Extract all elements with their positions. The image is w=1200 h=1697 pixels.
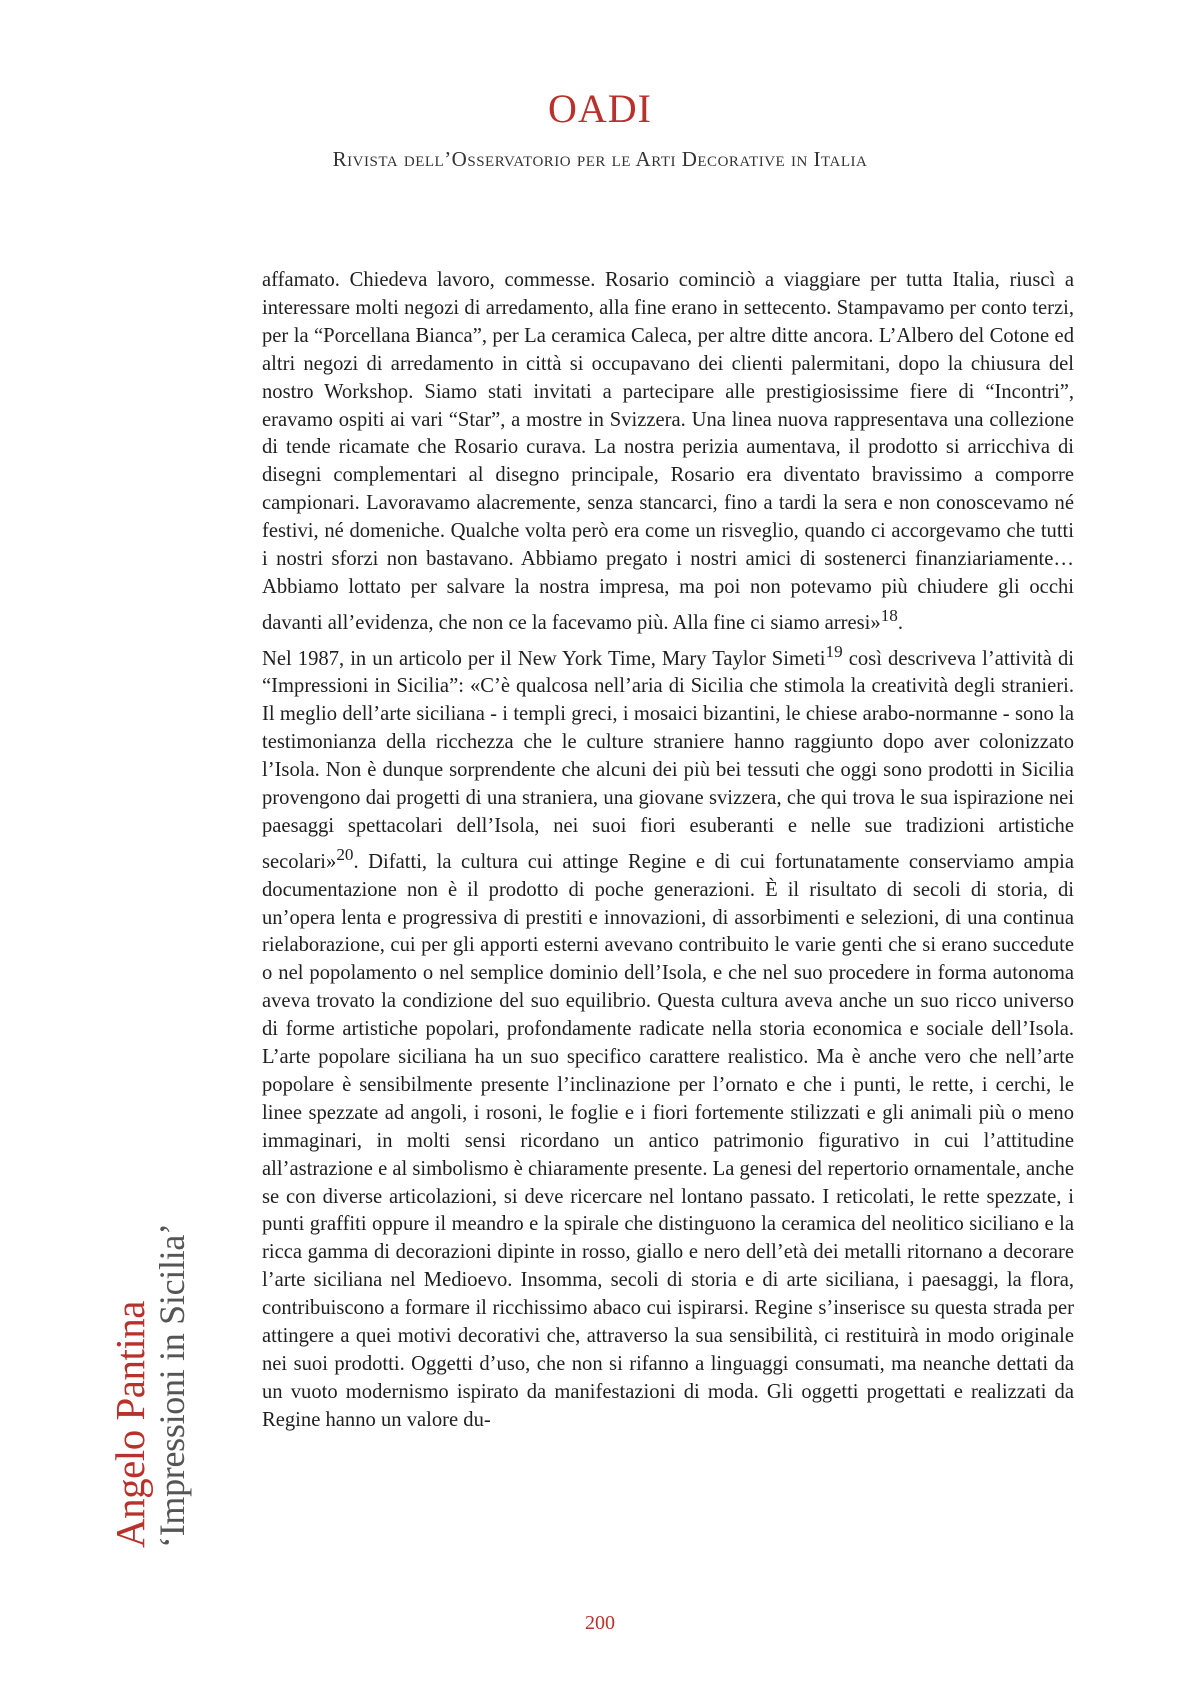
running-sidebar [108, 1128, 192, 1548]
footnote-ref-20[interactable]: 20 [336, 844, 354, 864]
paragraph-text: . [897, 611, 903, 634]
body-paragraph [262, 267, 1074, 638]
page-number: 200 [585, 1612, 615, 1634]
sidebar-article-title: ‘Impressioni in Sicilia’ [152, 1223, 192, 1548]
journal-subtitle: Rivista dell’Osservatorio per le Arti Decorative in Italia [332, 147, 868, 171]
footnote-ref-18[interactable]: 18 [880, 605, 898, 625]
body-paragraph [262, 638, 1074, 1435]
sidebar-author: Angelo Pantina [107, 1301, 153, 1548]
footnote-ref-19[interactable]: 19 [825, 641, 843, 661]
paragraph-text: . Difatti, la cultura cui attinge Regine e di cui fortunatamente conserviamo ampia documentazione non è il prodotto di poche generazioni. È il risultato di secoli di storia, di un’opera lenta e progressiva di prestiti e innovazioni, di assorbimenti e selezioni, di una continua rielaborazione, cui per gli apporti esterni avevano contribuito le varie genti che si erano succedute o nel popolamento o nel semplice dominio dell’Isola, e che nel suo procedere in forma autonoma aveva trovato la condizione del suo equilibrio. Questa cultura aveva anche un suo ricco universo di forme artistiche popolari, profondamente radicate nella storia economica e sociale dell’Isola. L’arte popolare siciliana ha un suo specifico carattere realistico. Ma è anche vero che nell’arte popolare è sensibilmente presente l’inclinazione per l’ornato e che i punti, le rette, i cerchi, le linee spezzate ad angoli, i rosoni, le foglie e i fiori fortemente stilizzati e gli animali più o meno immaginari, in molti sensi ricordano un antico patrimonio figurativo in cui l’attitudine all’astrazione e al simbolismo è chiaramente presente. La genesi del repertorio ornamentale, anche se con diverse articolazioni, si deve ricercare nel lontano passato. I reticolati, le rette spezzate, i punti graffiti oppure il meandro e la spirale che distinguono la ceramica del neolitico siciliano e la ricca gamma di decorazioni dipinte in rosso, giallo e nero dell’età dei metalli ritornano a decorare l’arte siciliana nel Medioevo. Insomma, secoli di storia e di arte siciliana, i paesaggi, la flora, contribuiscono a formare il ricchissimo abaco cui ispirarsi. Regine s’inserisce su questa strada per attingere a quei motivi decorativi che, attraverso la sua sensibilità, ci restituirà in modo originale nei suoi prodotti. Oggetti d’uso, che non si rifanno a linguaggi consumati, ma neanche dettati da un vuoto modernismo ispirato da manifestazioni di moda. Gli oggetti progettati e realizzati da Regine hanno un valore du- [262, 850, 1074, 1431]
journal-title: OADI [548, 86, 652, 131]
paragraph-text: affamato. Chiedeva lavoro, commesse. Rosario cominciò a viaggiare per tutta Italia, riuscì a interessare molti negozi di arredamento, alla fine erano in settecento. Stampavamo per conto terzi, per la “Porcellana Bianca”, per La ceramica Caleca, per altre ditte ancora. L’Albero del Cotone ed altri negozi di arredamento in città si occupavano dei clienti palermitani, dopo la chiusura del nostro Workshop. Siamo stati invitati a partecipare alle prestigiosissime fiere di “Incontri”, eravamo ospiti ai vari “Star”, a mostre in Svizzera. Una linea nuova rappresentava una collezione di tende ricamate che Rosario curava. La nostra perizia aumentava, il prodotto si arricchiva di disegni complementari al disegno principale, Rosario era diventato bravissimo a comporre campionari. Lavoravamo alacremente, senza stancarci, fino a tardi la sera e non conoscevamo né festivi, né domeniche. Qualche volta però era come un risveglio, quando ci accorgevamo che tutti i nostri sforzi non bastavano. Abbiamo pregato i nostri amici di sostenerci finanziariamente… Abbiamo lottato per salvare la nostra impresa, ma poi non potevamo più chiudere gli occhi davanti all’evidenza, che non ce la facevamo più. Alla fine ci siamo arresi» [262, 269, 1074, 634]
paragraph-text: Nel 1987, in un articolo per il New York Time, Mary Taylor Simeti [262, 647, 826, 670]
article-body [262, 267, 1074, 1435]
paragraph-text: così descriveva l’attività di “Impressioni in Sicilia”: «C’è qualcosa nell’aria di Sicilia che stimola la creatività degli stranieri. Il meglio dell’arte siciliana - i templi greci, i mosaici bizantini, le chiese arabo-normanne - sono la testimonianza della ricchezza che le culture straniere hanno raggiunto dopo aver colonizzato l’Isola. Non è dunque sorprendente che alcuni dei più bei tessuti che oggi sono prodotti in Sicilia provengono dai progetti di una straniera, una giovane svizzera, che qui trova le sua ispirazione nei paesaggi spettacolari dell’Isola, nei suoi fiori esuberanti e nelle sue tradizioni artistiche secolari» [262, 647, 1074, 873]
